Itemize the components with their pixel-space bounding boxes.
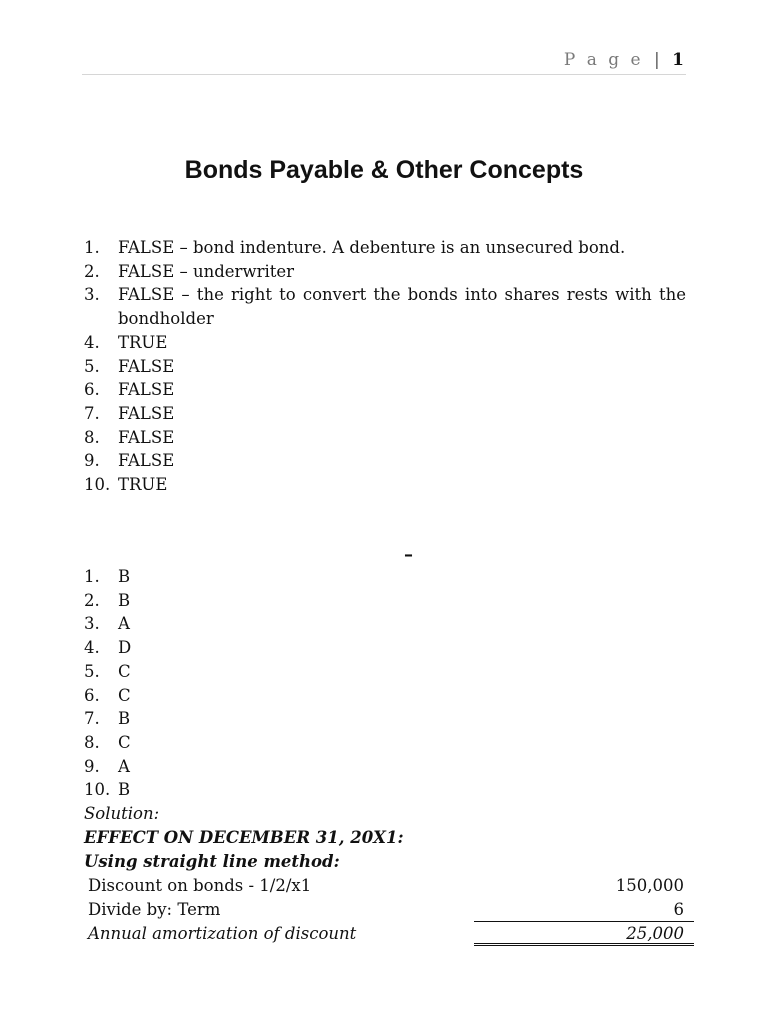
list-item [84,331,686,355]
item-answer: C [118,685,131,705]
list-item [84,355,686,379]
list-item [84,684,686,708]
item-number: 9. [84,451,100,471]
list-item [84,426,686,450]
item-answer: A [118,614,130,634]
row-value: 150,000 [615,876,684,895]
multiple-choice-list [84,565,686,802]
list-item [84,449,686,473]
item-number: 10. [84,475,111,495]
list-item [84,473,686,497]
list-item [84,755,686,779]
item-text: FALSE [118,380,175,400]
item-text: FALSE – the right to convert the bonds into shares rests with the bondholder [118,285,686,329]
amortization-computation [88,874,694,946]
list-item [84,707,686,731]
item-answer: B [118,567,131,586]
row-value: 25,000 [474,922,694,946]
computation-total-row [88,922,694,946]
computation-row [88,874,694,898]
document-title: Bonds Payable & Other Concepts [184,156,584,184]
item-text: FALSE [118,451,175,471]
list-item [84,402,686,426]
page-header [82,46,686,75]
page-number-label [564,50,684,70]
item-number: 7. [84,709,100,729]
item-text: FALSE [118,427,175,447]
item-number: 10. [84,780,111,800]
list-item [84,636,686,660]
item-answer: B [118,590,131,610]
item-number: 1. [84,567,100,586]
item-number: 4. [84,332,100,352]
item-text: FALSE [118,403,175,423]
item-number: 9. [84,756,100,776]
list-item [84,660,686,684]
page-number: 1 [672,50,684,70]
list-item [84,260,686,284]
list-item [84,565,686,589]
section-dash: – [404,544,413,565]
item-number: 8. [84,732,100,752]
list-item [84,236,686,260]
list-item [84,778,686,802]
item-number: 4. [84,638,100,658]
list-item [84,731,686,755]
item-answer: D [118,638,132,658]
item-number: 6. [84,380,100,400]
page-separator: | [654,50,660,70]
solution-label: Solution: [84,804,160,823]
item-number: 6. [84,685,100,705]
solution-effect-heading: EFFECT ON DECEMBER 31, 20X1: [84,828,404,847]
list-item [84,589,686,613]
list-item [84,612,686,636]
item-text: FALSE [118,356,175,376]
item-number: 1. [84,238,100,257]
item-number: 2. [84,261,100,281]
item-answer: C [118,661,131,681]
solution-method-heading: Using straight line method: [84,852,340,871]
row-value: 6 [474,898,694,922]
item-number: 7. [84,403,100,423]
item-text: FALSE – underwriter [118,261,295,281]
list-item [84,283,686,330]
item-text: TRUE [118,332,168,352]
item-text: TRUE [118,475,168,495]
item-number: 8. [84,427,100,447]
row-label: Discount on bonds - 1/2/x1 [88,876,312,895]
item-number: 3. [84,285,100,305]
row-label: Divide by: Term [88,900,221,919]
item-answer: B [118,780,131,800]
item-text: FALSE – bond indenture. A debenture is an unsecured bond. [118,238,626,257]
item-answer: B [118,709,131,729]
item-number: 5. [84,356,100,376]
item-answer: C [118,732,131,752]
true-false-list [84,236,686,497]
item-number: 5. [84,661,100,681]
computation-row [88,898,694,922]
item-answer: A [118,756,130,776]
row-label: Annual amortization of discount [88,924,357,943]
page-word: P a g e [563,50,644,70]
item-number: 2. [84,590,100,610]
item-number: 3. [84,614,100,634]
list-item [84,378,686,402]
